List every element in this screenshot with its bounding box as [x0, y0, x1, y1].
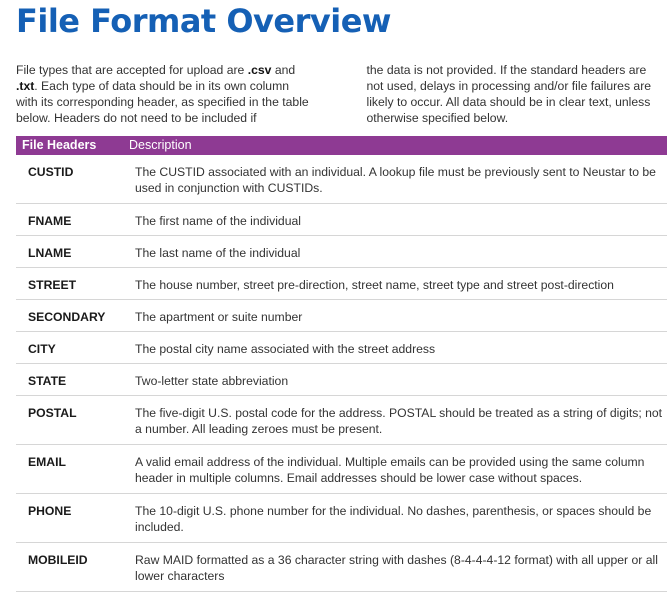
table-row	[16, 236, 667, 268]
header-description-cell: The apartment or suite number	[125, 300, 667, 332]
table-row	[16, 332, 667, 364]
table-row	[16, 494, 667, 543]
table-row	[16, 268, 667, 300]
header-name-cell: CITY	[16, 332, 125, 364]
table-row	[16, 155, 667, 204]
intro-text	[16, 62, 661, 126]
header-description-cell: The first name of the individual	[125, 204, 667, 236]
header-name-cell: MOBILEID	[16, 543, 125, 592]
header-name-cell: SECONDARY	[16, 300, 125, 332]
column-header-description: Description	[129, 138, 192, 152]
header-description-cell: Raw MAID formatted as a 36 character string with dashes (8-4-4-4-12 format) with all upper or all lower characters	[125, 543, 667, 592]
table-row	[16, 204, 667, 236]
table-row	[16, 300, 667, 332]
table-row	[16, 396, 667, 445]
intro-column-right: the data is not provided. If the standard headers are not used, delays in processing and/or file failures are likely to occur. All data should be in clear text, unless otherwise specified below.	[366, 63, 652, 125]
header-name-cell: EMAIL	[16, 445, 125, 494]
header-description-cell: Two-letter state abbreviation	[125, 364, 667, 396]
page-title: File Format Overview	[16, 2, 391, 40]
csv-extension: .csv	[247, 63, 272, 77]
table-row	[16, 445, 667, 494]
header-name-cell: STATE	[16, 364, 125, 396]
header-name-cell: STREET	[16, 268, 125, 300]
intro-text-part: . Each type of data should be in its own column with its corresponding header, as specified in the table below. Headers do not need to be included if	[16, 79, 309, 125]
header-name-cell: POSTAL	[16, 396, 125, 445]
intro-text-part: File types that are accepted for upload are	[16, 63, 248, 77]
table-header-row	[16, 136, 667, 155]
intro-column-left	[16, 62, 311, 126]
header-description-cell: The CUSTID associated with an individual. A lookup file must be previously sent to Neustar to be used in conjunction with CUSTIDs.	[125, 155, 667, 204]
header-description-cell: The last name of the individual	[125, 236, 667, 268]
table-row	[16, 543, 667, 592]
header-name-cell: PHONE	[16, 494, 125, 543]
header-description-cell: A valid email address of the individual. Multiple emails can be provided using the same column header in multiple columns. Email addresses should be lower case without spaces.	[125, 445, 667, 494]
header-name-cell: LNAME	[16, 236, 125, 268]
column-header-file-headers: File Headers	[22, 138, 97, 152]
header-name-cell: FNAME	[16, 204, 125, 236]
header-name-cell: CUSTID	[16, 155, 125, 204]
header-description-cell: The five-digit U.S. postal code for the address. POSTAL should be treated as a string of digits; not a number. All leading zeroes must be present.	[125, 396, 667, 445]
table-row	[16, 364, 667, 396]
header-description-cell: The postal city name associated with the street address	[125, 332, 667, 364]
intro-text-part: and	[271, 63, 296, 77]
header-description-cell: The 10-digit U.S. phone number for the individual. No dashes, parenthesis, or spaces should be included.	[125, 494, 667, 543]
txt-extension: .txt	[16, 79, 35, 93]
header-description-cell: The house number, street pre-direction, street name, street type and street post-direction	[125, 268, 667, 300]
file-headers-table	[16, 136, 667, 592]
